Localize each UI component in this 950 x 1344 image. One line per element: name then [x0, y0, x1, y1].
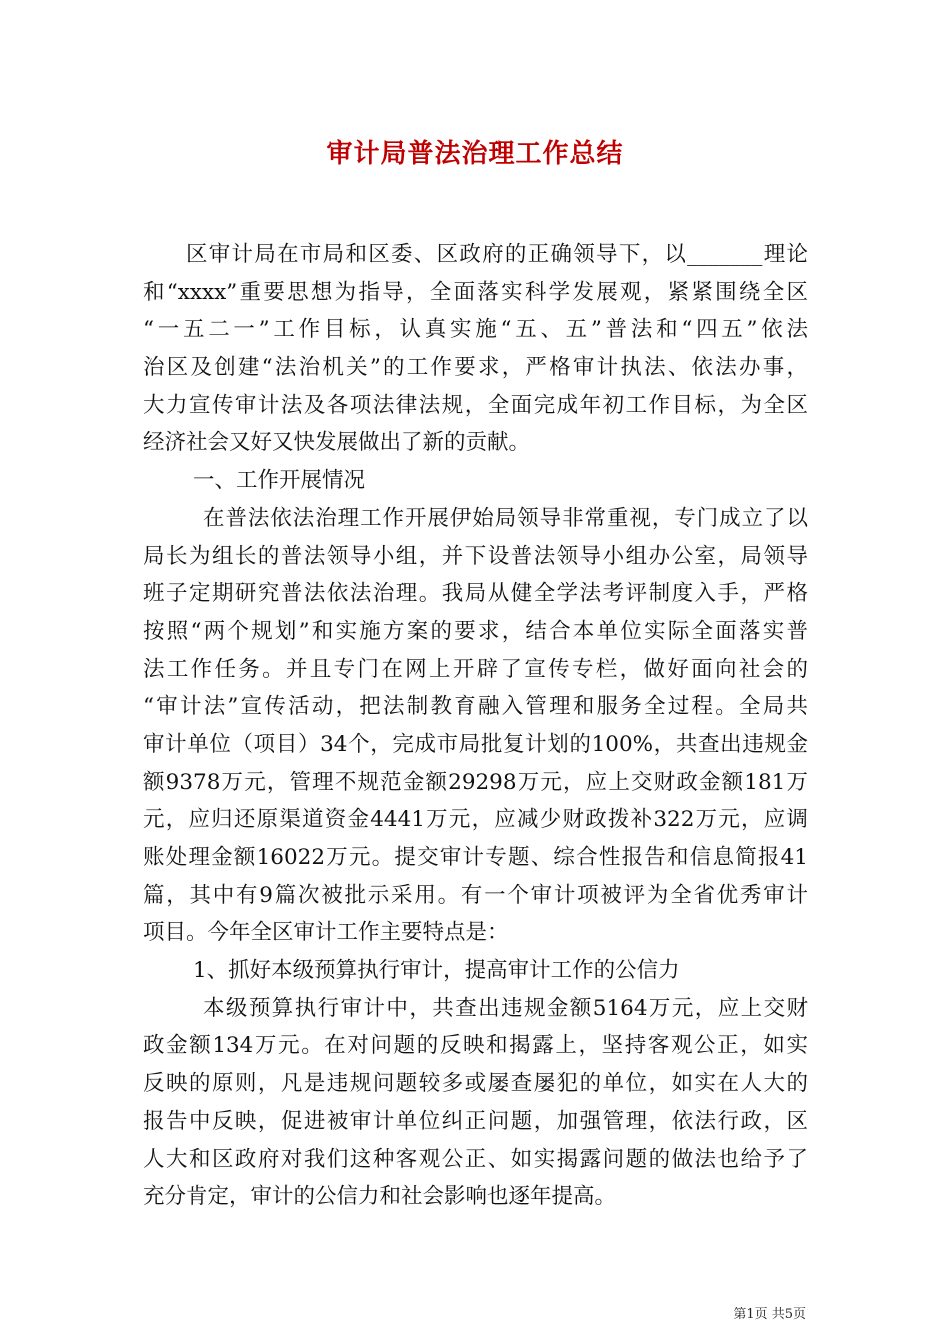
text-line: 篇，其中有9篇次被批示采用。有一个审计项被评为全省优秀审计	[143, 882, 808, 908]
document-title: 审计局普法治理工作总结	[326, 139, 624, 169]
text-line: 账处理金额16022万元。提交审计专题、综合性报告和信息简报41	[143, 845, 808, 870]
text-line: 班子定期研究普法依法治理。我局从健全学法考评制度入手，严格	[143, 581, 808, 607]
text-line: 人大和区政府对我们这种客观公正、如实揭露问题的做法也给予了	[143, 1146, 808, 1172]
section-heading: 一、工作开展情况	[193, 468, 366, 494]
text-line: 报告中反映，促进被审计单位纠正问题，加强管理，依法行政，区	[143, 1108, 808, 1134]
text-line: 本级预算执行审计中，共查出违规金额5164万元，应上交财	[203, 995, 808, 1021]
page-number: 第1页 共5页	[733, 1307, 806, 1322]
text-line: 经济社会又好又快发展做出了新的贡献。	[143, 430, 531, 456]
text-line: “审计法”宣传活动，把法制教育融入管理和服务全过程。全局共	[143, 694, 808, 720]
text-line: 治区及创建“法治机关”的工作要求，严格审计执法、依法办事，	[143, 355, 808, 381]
text-line: 局长为组长的普法领导小组，并下设普法领导小组办公室，局领导	[143, 543, 808, 569]
text-line: 政金额134万元。在对问题的反映和揭露上，坚持客观公正，如实	[143, 1033, 808, 1059]
text-line: 项目。今年全区审计工作主要特点是：	[143, 920, 509, 946]
text-line: 和“xxxx”重要思想为指导，全面落实科学发展观，紧紧围绕全区	[143, 279, 808, 305]
text-line: 额9378万元，管理不规范金额29298万元，应上交财政金额181万	[143, 769, 808, 795]
subsection-heading: 1、抓好本级预算执行审计，提高审计工作的公信力	[193, 958, 680, 984]
text-line: 在普法依法治理工作开展伊始局领导非常重视，专门成立了以	[203, 505, 808, 531]
text-line: 区审计局在市局和区委、区政府的正确领导下，以_______理论	[186, 242, 808, 267]
text-line: 元，应归还原渠道资金4441万元，应减少财政拨补322万元，应调	[143, 807, 808, 833]
text-line: 反映的原则，凡是违规问题较多或屡查屡犯的单位，如实在人大的	[143, 1071, 808, 1097]
text-line: 审计单位（项目）34个，完成市局批复计划的100%，共查出违规金	[143, 731, 808, 757]
text-line: 按照“两个规划”和实施方案的要求，结合本单位实际全面落实普	[143, 618, 808, 644]
text-line: 充分肯定，审计的公信力和社会影响也逐年提高。	[143, 1184, 617, 1210]
text-line: “一五二一”工作目标，认真实施“五、五”普法和“四五”依法	[143, 317, 808, 343]
text-line: 法工作任务。并且专门在网上开辟了宣传专栏，做好面向社会的	[143, 656, 808, 682]
text-line: 大力宣传审计法及各项法律法规，全面完成年初工作目标，为全区	[143, 392, 808, 418]
document-body	[143, 236, 808, 1216]
